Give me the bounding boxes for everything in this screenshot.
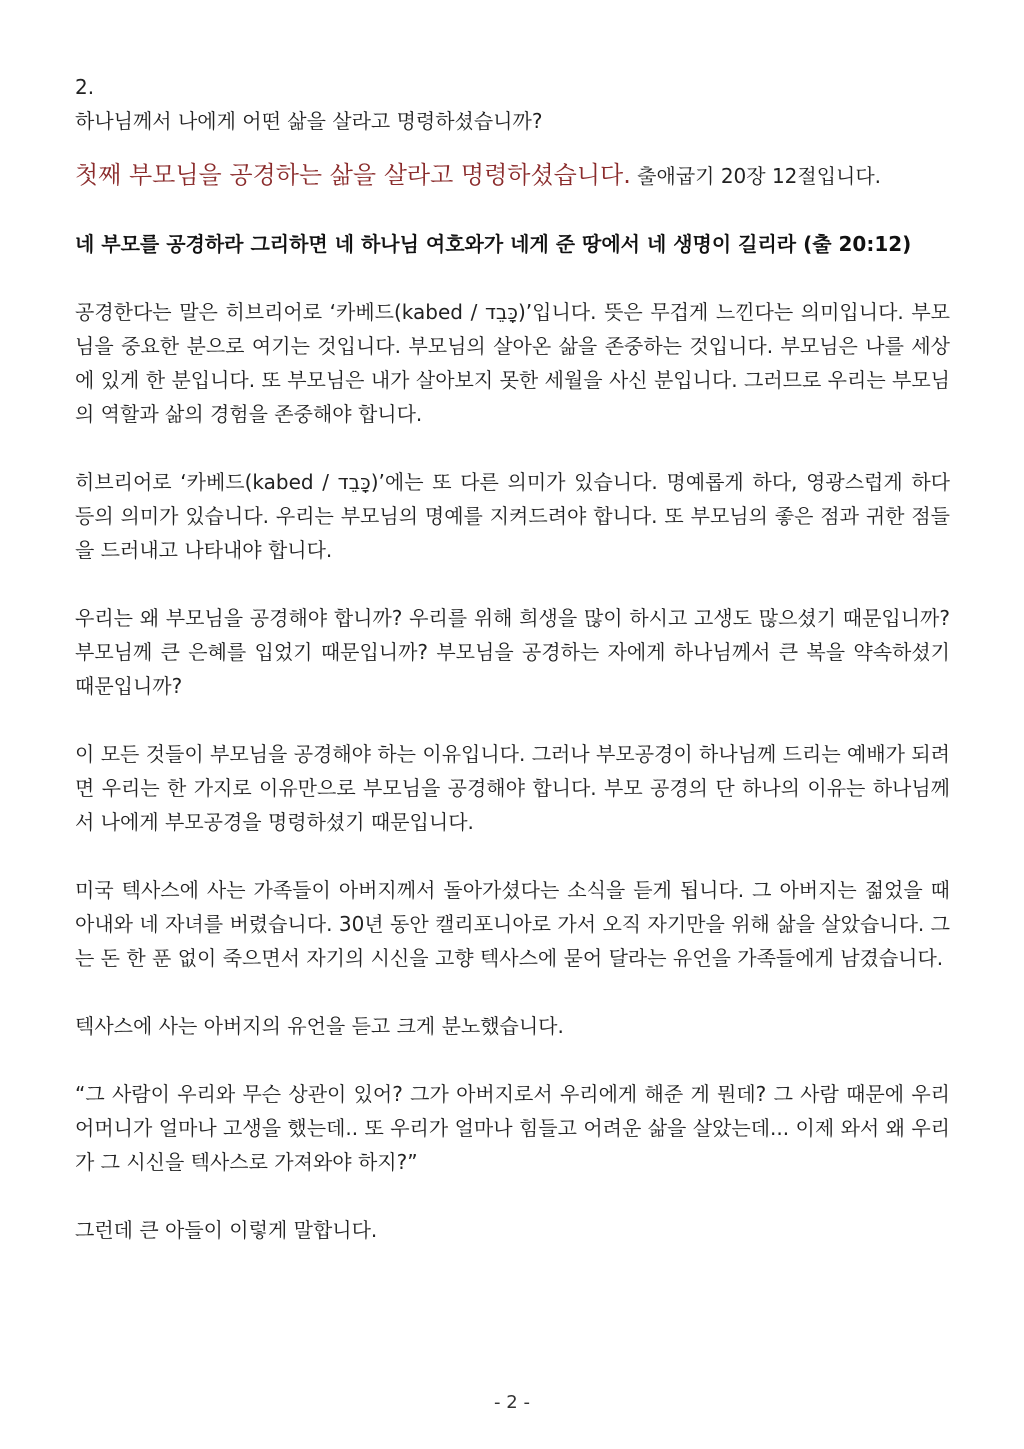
page-number: - 2 - xyxy=(494,1392,530,1413)
paragraph-anger: 텍사스에 사는 아버지의 유언을 듣고 크게 분노했습니다. xyxy=(75,1014,564,1038)
spacer xyxy=(75,567,950,601)
spacer xyxy=(75,703,950,737)
spacer xyxy=(75,1043,950,1077)
paragraph-kabed-meaning: 공경한다는 말은 히브리어로 ‘카베드(kabed / כָּבֵד)’입니다. 뜻은 무겁게 느낀다는 의미입니다. 부모님을 중요한 분으로 여기는 것입니다. 부모님의 살아온 삶을 존중하는 것입니다. 부모님은 나를 세상에 있게 한 분입니다. 또 부모님은 내가 살아보지 못한 세월을 사신 분입니다. 그러므로 우리는 부모님의 역할과 삶의 경험을 존중해야 합니다. xyxy=(75,300,950,426)
first-point-highlight: 첫째 부모님을 공경하는 삶을 살라고 명령하셨습니다. xyxy=(75,161,631,189)
spacer xyxy=(75,261,950,295)
paragraph-eldest-son: 그런데 큰 아들이 이렇게 말합니다. xyxy=(75,1218,378,1242)
spacer xyxy=(75,975,950,1009)
paragraph-only-reason: 이 모든 것들이 부모님을 공경해야 하는 이유입니다. 그러나 부모공경이 하나님께 드리는 예배가 되려면 우리는 한 가지로 이유만으로 부모님을 공경해야 합니다. 부모 공경의 단 하나의 이유는 하나님께서 나에게 부모공경을 명령하셨기 때문입니다. xyxy=(75,742,950,834)
spacer xyxy=(75,1179,950,1213)
spacer xyxy=(75,839,950,873)
section-question: 하나님께서 나에게 어떤 삶을 살라고 명령하셨습니까? xyxy=(75,109,543,133)
first-point-paragraph xyxy=(75,158,950,193)
paragraph-kabed-honor: 히브리어로 ‘카베드(kabed / כָּבֵד)’에는 또 다른 의미가 있습니다. 명예롭게 하다, 영광스럽게 하다 등의 의미가 있습니다. 우리는 부모님의 명예를 지켜드려야 합니다. 또 부모님의 좋은 점과 귀한 점들을 드러내고 나타내야 합니다. xyxy=(75,470,951,562)
document-page xyxy=(75,70,950,1247)
paragraph-texas-story: 미국 텍사스에 사는 가족들이 아버지께서 돌아가셨다는 소식을 듣게 됩니다. 그 아버지는 젊었을 때 아내와 네 자녀를 버렸습니다. 30년 동안 캘리포니아로 가서 오직 자기만을 위해 삶을 살았습니다. 그는 돈 한 푼 없이 죽으면서 자기의 시신을 고향 텍사스에 묻어 달라는 유언을 가족들에게 남겼습니다. xyxy=(75,878,950,970)
paragraph-quote: “그 사람이 우리와 무슨 상관이 있어? 그가 아버지로서 우리에게 해준 게 뭔데? 그 사람 때문에 우리 어머니가 얼마나 고생을 했는데.. 또 우리가 얼마나 힘들고 어려운 삶을 살았는데... 이제 와서 왜 우리가 그 시신을 텍사스로 가져와야 하지?” xyxy=(75,1082,950,1174)
paragraph-why-honor: 우리는 왜 부모님을 공경해야 합니까? 우리를 위해 희생을 많이 하시고 고생도 많으셨기 때문입니까? 부모님께 큰 은혜를 입었기 때문입니까? 부모님을 공경하는 자에게 하나님께서 큰 복을 약속하셨기 때문입니까? xyxy=(75,606,950,698)
section-number: 2. xyxy=(75,75,95,99)
spacer xyxy=(75,193,950,227)
first-point-reference: 출애굽기 20장 12절입니다. xyxy=(630,164,882,188)
scripture-verse: 네 부모를 공경하라 그리하면 네 하나님 여호와가 네게 준 땅에서 네 생명이 길리라 (출 20:12) xyxy=(75,232,912,256)
spacer xyxy=(75,431,950,465)
spacer xyxy=(75,138,950,158)
